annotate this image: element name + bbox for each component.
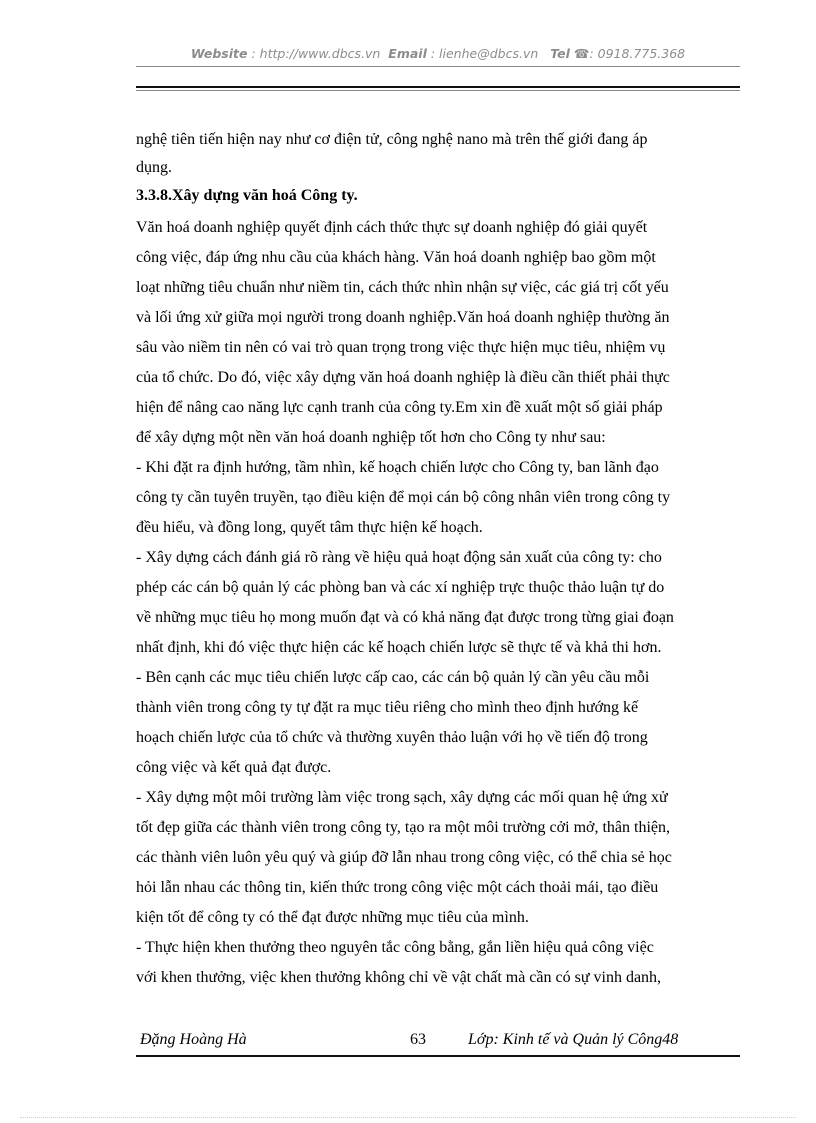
paragraph-line: hoạch chiến lược của tổ chức và thường xuyên thảo luận với họ về tiến độ trong <box>136 729 648 746</box>
paragraph-line: kiện tốt để công ty có thể đạt được những mục tiêu của mình. <box>136 909 529 926</box>
paragraph-line: - Thực hiện khen thưởng theo nguyên tắc công bằng, gắn liền hiệu quả công việc <box>136 939 654 956</box>
page-number: 63 <box>410 1031 426 1048</box>
paragraph-line: nhất định, khi đó việc thực hiện các kế hoạch chiến lược sẽ thực tế và khả thi hơn. <box>136 639 662 656</box>
paragraph-line: phép các cán bộ quản lý các phòng ban và các xí nghiệp trực thuộc thảo luận tự do <box>136 579 665 596</box>
paragraph-line: tốt đẹp giữa các thành viên trong công ty, tạo ra một môi trường cởi mở, thân thiện, <box>136 819 671 836</box>
paragraph-line: với khen thưởng, việc khen thưởng không chỉ về vật chất mà cần có sự vinh danh, <box>136 969 662 986</box>
paragraph-line: nghệ tiên tiến hiện nay như cơ điện tử, công nghệ nano mà trên thế giới đang áp <box>136 131 648 148</box>
paragraph-line: đều hiểu, và đồng long, quyết tâm thực hiện kế hoạch. <box>136 519 483 536</box>
header-rule-thin <box>136 66 740 67</box>
paragraph-line: Văn hoá doanh nghiệp quyết định cách thức thực sự doanh nghiệp đó giải quyết <box>136 219 648 236</box>
paragraph-line: loạt những tiêu chuẩn như niềm tin, cách thức nhìn nhận sự việc, các giá trị cốt yếu <box>136 279 669 296</box>
website-label: Website <box>190 46 248 61</box>
email-label: Email <box>388 46 427 61</box>
footer-author: Đặng Hoàng Hà <box>140 1031 247 1048</box>
paragraph-line: của tổ chức. Do đó, việc xây dựng văn hoá doanh nghiệp là điều cần thiết phải thực <box>136 369 670 386</box>
paragraph-line: - Khi đặt ra định hướng, tầm nhìn, kế hoạch chiến lược cho Công ty, ban lãnh đạo <box>136 459 659 476</box>
paragraph-line: - Xây dựng cách đánh giá rõ ràng về hiệu quả hoạt động sản xuất của công ty: cho <box>136 549 662 566</box>
paragraph-line: thành viên trong công ty tự đặt ra mục tiêu riêng cho mình theo định hướng kế <box>136 699 639 716</box>
paragraph-line: về những mục tiêu họ mong muốn đạt và có khả năng đạt được trong từng giai đoạn <box>136 609 674 626</box>
paragraph-line: - Xây dựng một môi trường làm việc trong sạch, xây dựng các mối quan hệ ứng xử <box>136 789 668 806</box>
website-value: : http://www.dbcs.vn <box>251 46 381 61</box>
paragraph-line: công việc, đáp ứng nhu cầu của khách hàng. Văn hoá doanh nghiệp bao gồm một <box>136 249 656 266</box>
paragraph-line: hiện để nâng cao năng lực cạnh tranh của công ty.Em xin đề xuất một số giải pháp <box>136 399 663 416</box>
paragraph-line: hỏi lẫn nhau các thông tin, kiến thức trong công việc một cách thoải mái, tạo điều <box>136 879 659 896</box>
paragraph-line: các thành viên luôn yêu quý và giúp đỡ lẫn nhau trong công việc, có thể chia sẻ học <box>136 849 672 866</box>
paragraph-line: - Bên cạnh các mục tiêu chiến lược cấp cao, các cán bộ quản lý cần yêu cầu mỗi <box>136 669 650 686</box>
email-value: : lienhe@dbcs.vn <box>430 46 539 61</box>
paragraph-line: để xây dựng một nền văn hoá doanh nghiệp tốt hơn cho Công ty như sau: <box>136 429 606 446</box>
tel-label: Tel <box>550 46 570 61</box>
paragraph-line: công việc và kết quả đạt được. <box>136 759 332 776</box>
phone-icon: ☎ <box>573 46 590 61</box>
page-edge <box>20 1117 796 1118</box>
header-rule-under <box>136 90 740 91</box>
header-rule-thick <box>136 86 740 88</box>
section-heading: 3.3.8.Xây dựng văn hoá Công ty. <box>136 187 358 204</box>
footer-rule <box>136 1055 740 1057</box>
paragraph-line: dụng. <box>136 159 172 176</box>
footer-class: Lớp: Kinh tế và Quản lý Công48 <box>468 1031 679 1048</box>
paragraph-line: sâu vào niềm tin nên có vai trò quan trọng trong việc thực hiện mục tiêu, nhiệm vụ <box>136 339 666 356</box>
paragraph-line: và lối ứng xử giữa mọi người trong doanh nghiệp.Văn hoá doanh nghiệp thường ăn <box>136 309 670 326</box>
page-header <box>136 46 740 61</box>
tel-value: : 0918.775.368 <box>589 46 686 61</box>
paragraph-line: công ty cần tuyên truyền, tạo điều kiện để mọi cán bộ công nhân viên trong công ty <box>136 489 671 506</box>
